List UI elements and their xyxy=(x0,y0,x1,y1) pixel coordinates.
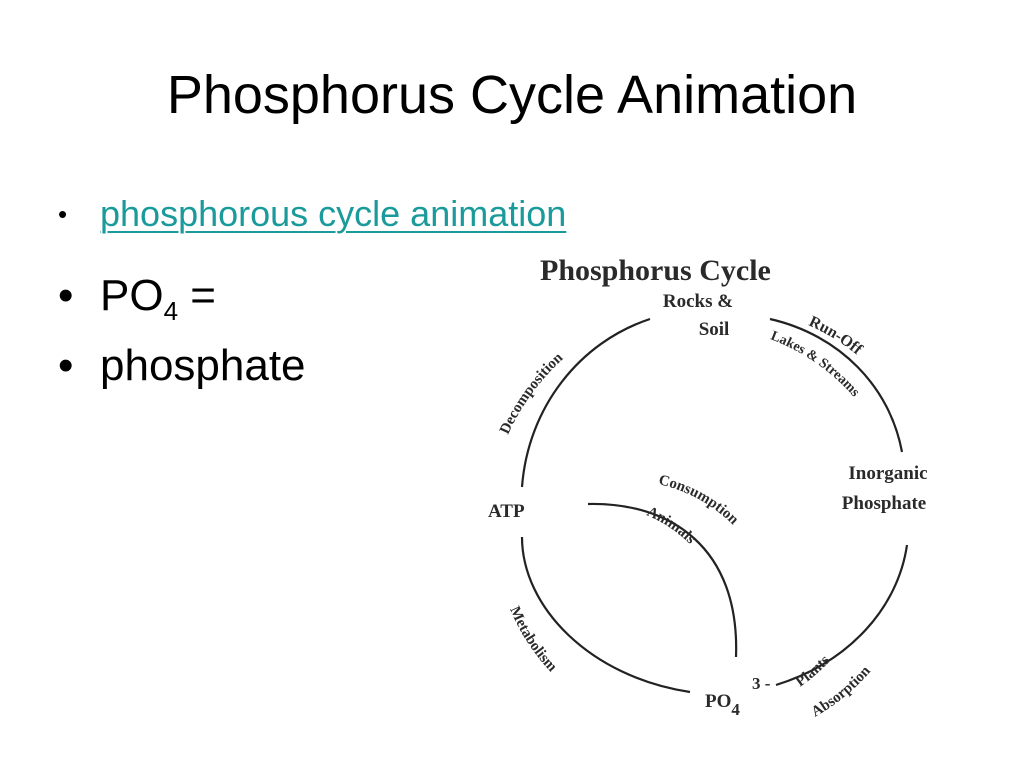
po4-main: PO xyxy=(100,271,164,320)
label-runoff-path: Run-Off xyxy=(806,313,866,359)
diagram-title: Phosphorus Cycle xyxy=(540,254,771,287)
node-rocks-line1: Rocks & xyxy=(662,291,734,312)
phosphate-text: phosphate xyxy=(100,341,306,390)
arc-absorption xyxy=(776,545,907,685)
bullet-dot-icon: • xyxy=(58,271,74,320)
node-atp: ATP xyxy=(488,501,525,522)
cycle-diagram-svg xyxy=(470,247,960,747)
node-rocks-line2: Soil xyxy=(698,319,730,340)
label-consumption-path: Consumption xyxy=(656,472,742,528)
po4-text xyxy=(100,268,216,339)
phosphorus-cycle-diagram xyxy=(470,247,960,747)
label-decomposition xyxy=(497,349,567,436)
slide-title: Phosphorus Cycle Animation xyxy=(166,65,858,125)
node-inorganic-line2: Phosphate xyxy=(841,493,927,514)
label-lakes-path: Lakes & Streams xyxy=(768,328,863,400)
node-po4-charge: 3 - xyxy=(752,674,771,693)
bullet-dot-icon: • xyxy=(58,341,74,390)
po4-subscript: 4 xyxy=(163,296,179,326)
node-po4 xyxy=(705,691,740,719)
bullet-dot-icon: • xyxy=(58,199,68,229)
label-animals-path: Animals xyxy=(644,503,699,548)
label-absorption-path: Absorption xyxy=(808,663,874,721)
arc-decomposition xyxy=(522,319,650,487)
node-inorganic-line1: Inorganic xyxy=(848,463,928,484)
label-decomposition-path: Decomposition xyxy=(497,349,567,437)
label-animals xyxy=(644,504,698,547)
node-po4-sub: 4 xyxy=(731,700,740,719)
label-metabolism xyxy=(506,604,560,675)
node-po4-base: PO xyxy=(705,691,732,712)
po4-suffix: = xyxy=(178,271,216,320)
label-metabolism-path: Metabolism xyxy=(506,604,560,676)
phosphorous-cycle-animation-link[interactable]: phosphorous cycle animation xyxy=(100,193,567,234)
label-plants xyxy=(793,652,833,690)
label-plants-path: Plants xyxy=(792,652,834,691)
